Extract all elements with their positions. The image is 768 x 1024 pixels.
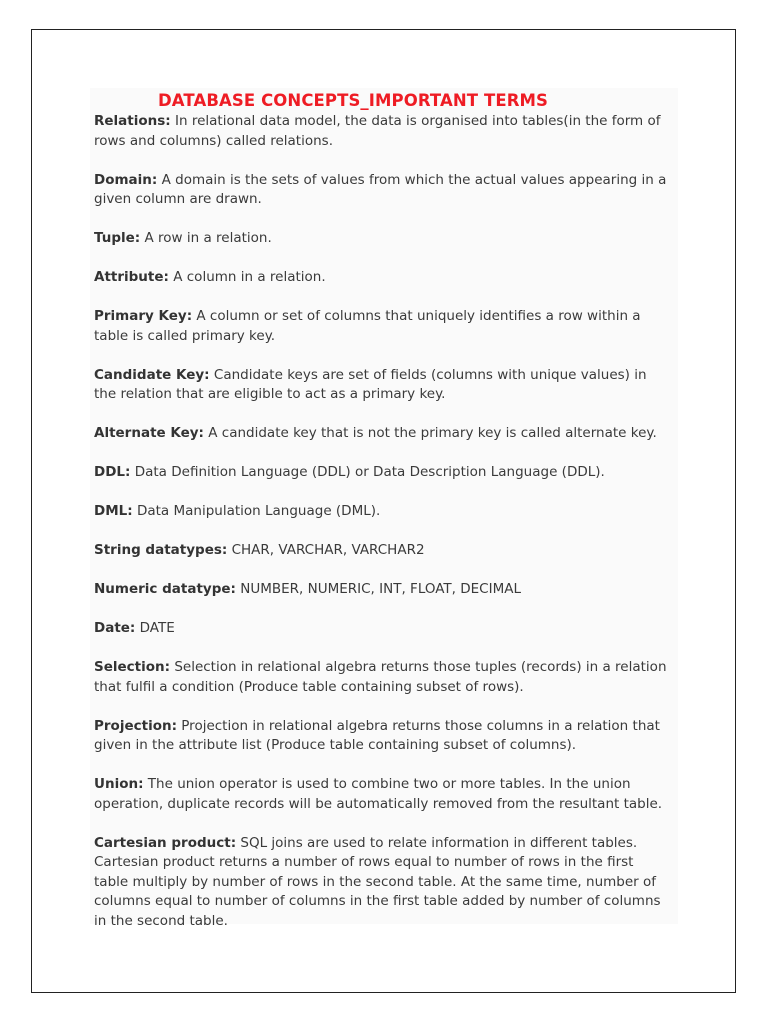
- term-name: Domain:: [94, 171, 158, 188]
- term-projection: [94, 717, 678, 756]
- page-title: DATABASE CONCEPTS_IMPORTANT TERMS: [158, 91, 549, 110]
- term-primary-key: [94, 307, 678, 346]
- term-definition: Projection in relational algebra returns those columns in a relation that given in the attribute list (Produce table containing subset of columns).: [94, 717, 660, 753]
- term-name: Alternate Key:: [94, 425, 204, 441]
- term-definition: In relational data model, the data is organised into tables(in the form of rows and columns) called relations.: [94, 113, 661, 149]
- term-definition: A row in a relation.: [144, 230, 272, 246]
- term-name: Attribute:: [94, 269, 169, 285]
- term-name: DML:: [94, 503, 133, 519]
- document-page: [31, 29, 736, 993]
- term-candidate-key: [94, 366, 678, 405]
- document-content: [90, 88, 678, 929]
- term-date: [94, 619, 678, 639]
- term-domain: [94, 171, 678, 210]
- term-alternate-key: [94, 424, 678, 444]
- term-string-datatypes: [94, 541, 678, 561]
- term-name: Date:: [94, 620, 136, 636]
- term-relations: [94, 112, 678, 151]
- term-name: Primary Key:: [94, 308, 193, 324]
- term-ddl: [94, 463, 678, 483]
- term-name: String datatypes:: [94, 542, 228, 558]
- term-definition: A candidate key that is not the primary key is called alternate key.: [208, 425, 657, 441]
- term-definition: Candidate keys are set of fields (columns with unique values) in the relation that are eligible to act as a primary key.: [94, 366, 647, 402]
- term-tuple: [94, 229, 678, 249]
- term-definition: CHAR, VARCHAR, VARCHAR2: [231, 542, 425, 558]
- term-name: Projection:: [94, 717, 177, 734]
- term-numeric-datatype: [94, 580, 678, 600]
- term-definition: NUMBER, NUMERIC, INT, FLOAT, DECIMAL: [240, 581, 521, 597]
- term-name: Union:: [94, 776, 144, 792]
- term-cartesian-product: [94, 834, 678, 932]
- term-selection: [94, 658, 678, 697]
- term-definition: DATE: [139, 620, 175, 636]
- term-attribute: [94, 268, 678, 288]
- term-definition: Data Manipulation Language (DML).: [136, 503, 381, 519]
- term-union: [94, 775, 678, 814]
- term-name: Numeric datatype:: [94, 581, 236, 597]
- term-definition: A column or set of columns that uniquely identifies a row within a table is called primary key.: [94, 308, 641, 344]
- term-definition: A domain is the sets of values from which the actual values appearing in a given column are drawn.: [94, 171, 667, 207]
- term-name: Relations:: [94, 113, 171, 129]
- term-definition: SQL joins are used to relate information in different tables. Cartesian product returns a number of rows equal to number of rows in the first table multiply by number of rows in the second table. At the same time, number of columns equal to number of columns in the first table added by number of columns in the second table.: [94, 834, 661, 929]
- term-name: Selection:: [94, 659, 171, 675]
- term-name: Cartesian product:: [94, 834, 237, 851]
- term-name: DDL:: [94, 464, 131, 480]
- term-definition: Data Definition Language (DDL) or Data Description Language (DDL).: [134, 464, 605, 480]
- term-name: Candidate Key:: [94, 366, 210, 383]
- term-definition: A column in a relation.: [173, 269, 326, 285]
- term-definition: Selection in relational algebra returns those tuples (records) in a relation that fulfil a condition (Produce table containing subset of rows).: [94, 659, 667, 695]
- term-dml: [94, 502, 678, 522]
- term-name: Tuple:: [94, 230, 141, 246]
- term-definition: The union operator is used to combine two or more tables. In the union operation, duplicate records will be automatically removed from the resultant table.: [94, 776, 663, 812]
